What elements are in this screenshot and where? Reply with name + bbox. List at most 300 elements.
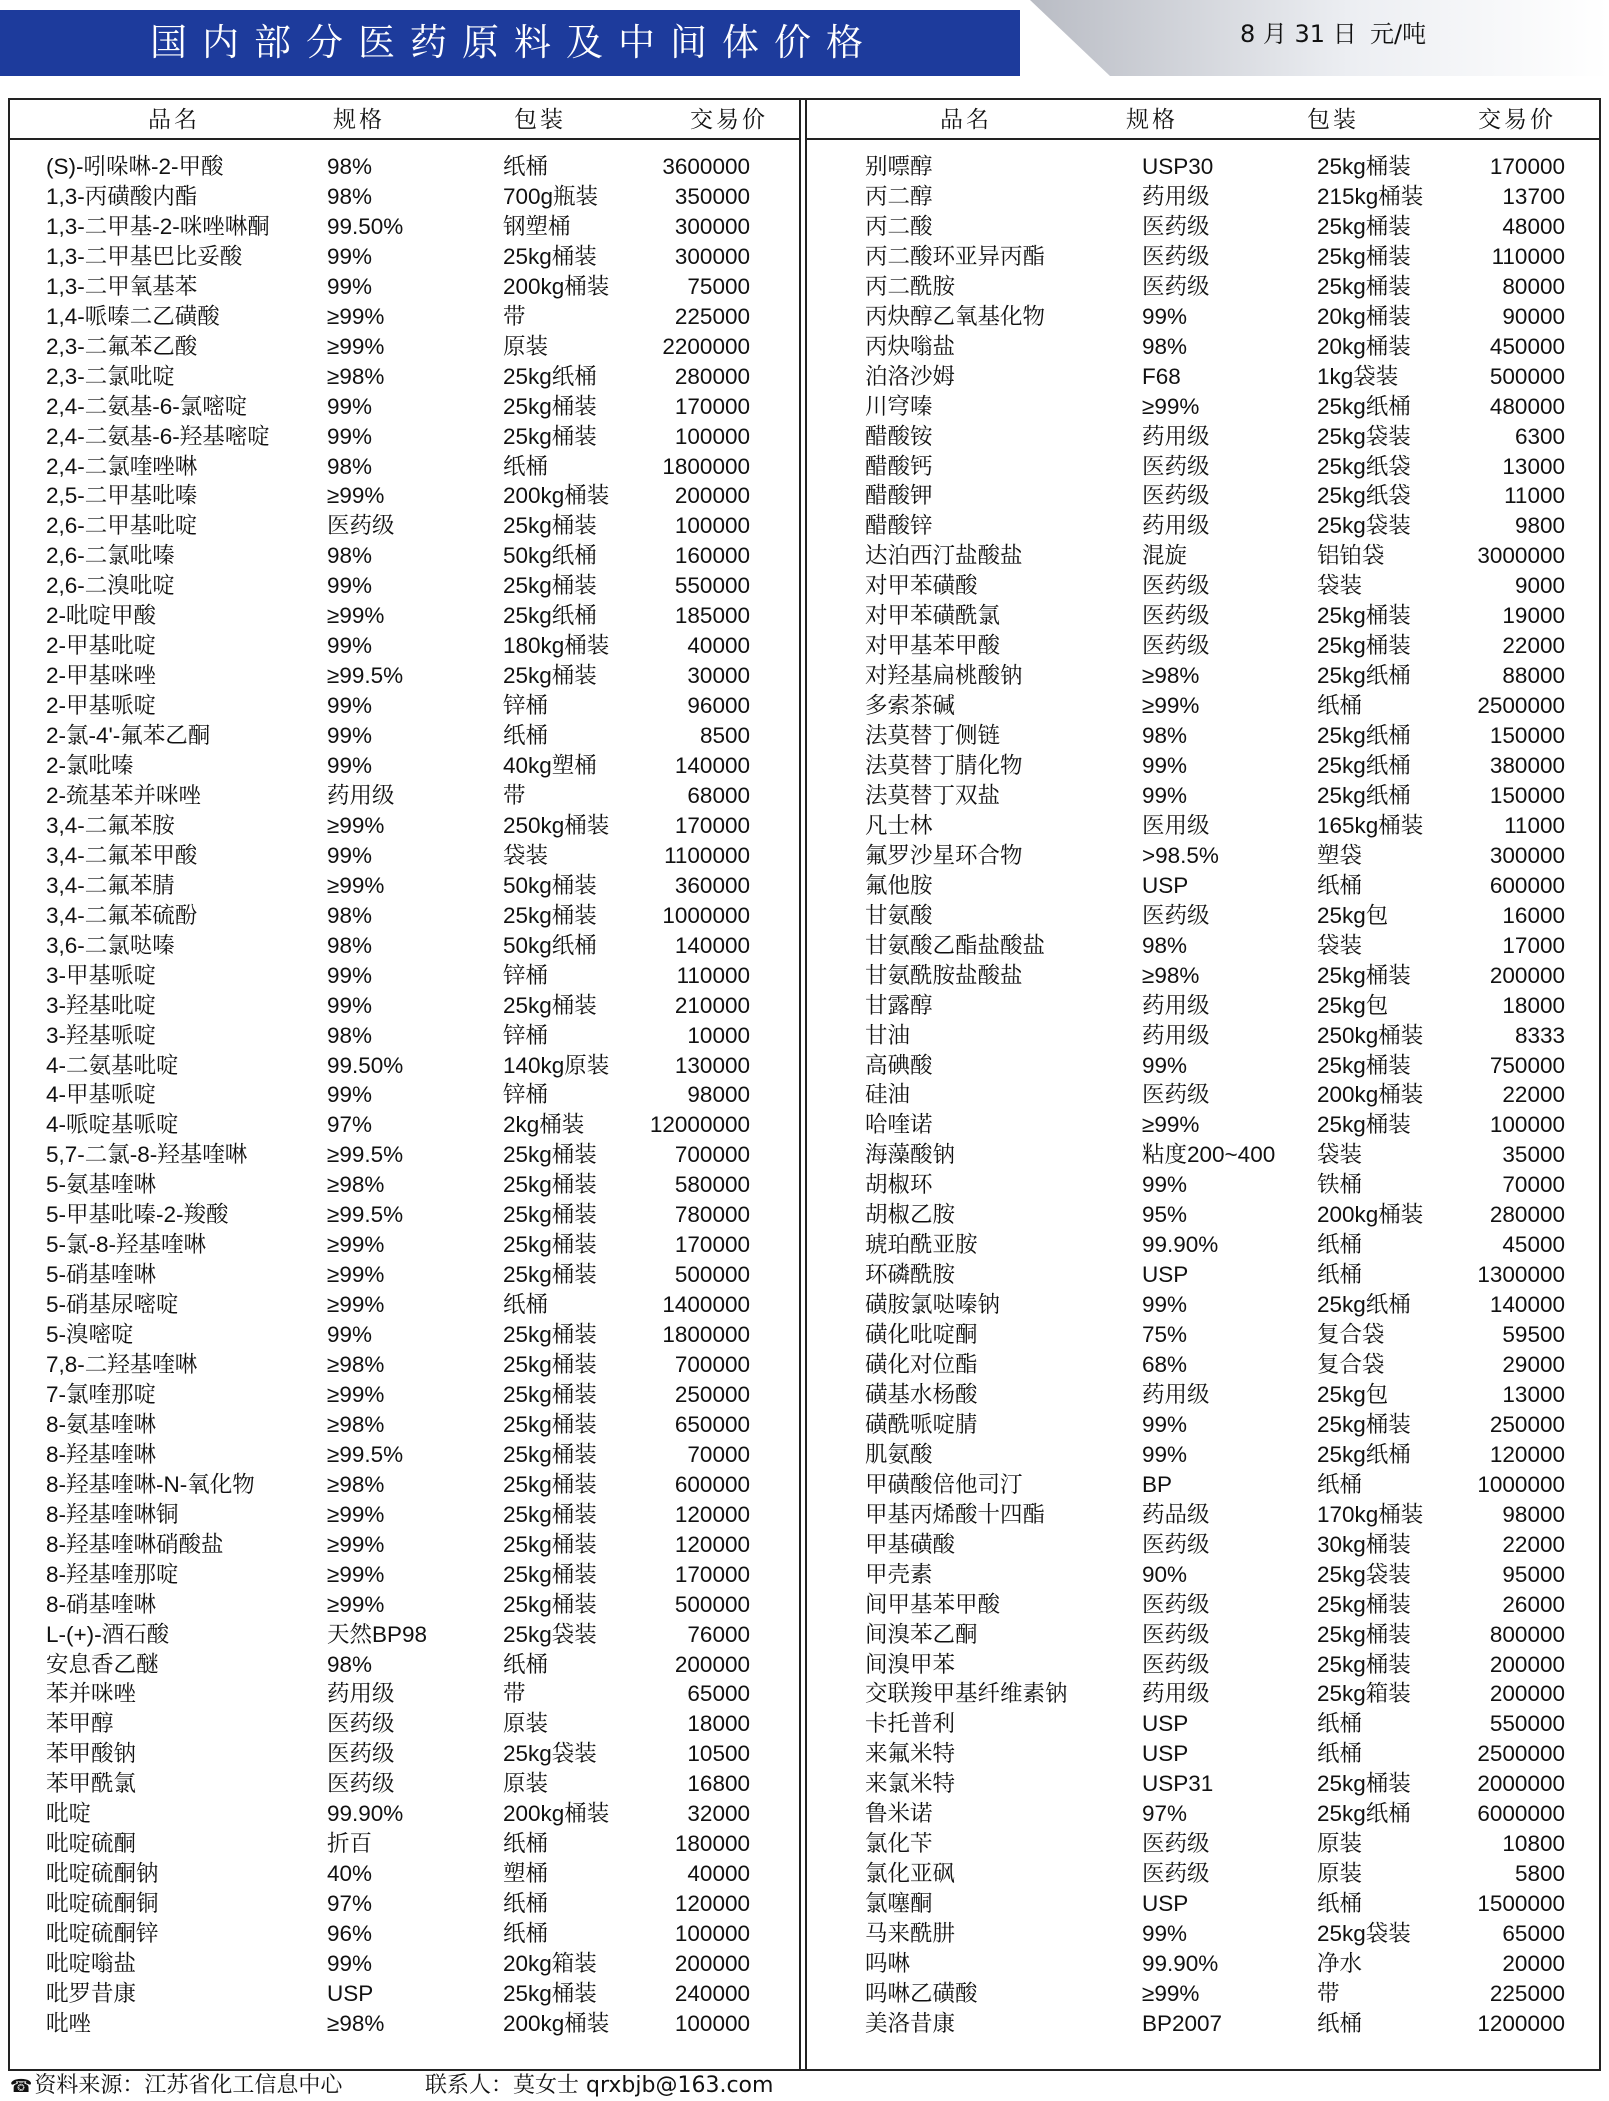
product-name: 甘氨酸乙酯盐酸盐 [865,932,1046,958]
product-name: 丙二酸环亚异丙酯 [865,243,1046,269]
product-name: 5-氯-8-羟基喹啉 [46,1232,207,1258]
product-package: 25kg纸桶 [1317,1801,1411,1827]
product-package: 钢塑桶 [503,213,571,239]
product-package: 原装 [1317,1861,1363,1887]
product-spec: 99% [1142,1052,1188,1078]
product-package: 25kg袋装 [503,1621,597,1647]
product-price: 250000 [1489,1411,1565,1437]
table-row [0,781,1609,811]
product-price: 22000 [1502,1531,1565,1557]
product-price: 450000 [1489,333,1565,359]
product-price: 22000 [1502,633,1565,659]
product-price: 150000 [1489,723,1565,749]
product-name: 吡啶嗡盐 [46,1951,137,1976]
product-spec: 99% [327,423,373,449]
product-spec: ≥99% [327,1591,385,1617]
product-package: 25kg桶装 [503,1411,597,1437]
product-name: 5-氨基喹啉 [46,1172,157,1198]
product-package: 30kg桶装 [1317,1531,1411,1557]
product-package: 带 [503,782,526,808]
product-name: 法莫替丁双盐 [865,782,1001,808]
product-spec: USP [1142,1891,1189,1917]
product-name: 磺酰哌啶腈 [865,1411,978,1437]
product-package: 25kg桶装 [503,1172,597,1198]
product-package: 纸桶 [1317,872,1363,898]
product-package: 纸桶 [1317,693,1363,719]
product-price: 13700 [1502,183,1565,209]
product-package: 20kg桶装 [1317,333,1411,359]
product-package: 25kg桶装 [503,393,597,419]
product-name: 甘油 [865,1022,911,1048]
product-package: 铝铂袋 [1317,543,1385,569]
product-package: 20kg桶装 [1317,303,1411,329]
product-price: 110000 [676,962,750,988]
product-package: 25kg袋装 [1317,1561,1411,1587]
product-name: 安息香乙醚 [46,1651,159,1677]
table-row [0,1260,1609,1290]
product-package: 25kg纸桶 [503,603,597,629]
product-spec: 医药级 [1142,1651,1210,1677]
product-price: 8500 [699,723,750,749]
product-price: 170000 [674,1561,750,1587]
product-name: 2,6-二溴吡啶 [46,573,175,599]
product-name: 间甲基苯甲酸 [865,1591,1001,1617]
table-row [0,721,1609,751]
product-price: 300000 [674,243,750,269]
product-spec: 98% [327,453,373,479]
product-price: 120000 [1489,1441,1565,1467]
product-spec: ≥99% [327,872,385,898]
product-spec: 98% [327,1022,373,1048]
product-name: 美洛昔康 [865,2010,956,2036]
product-package: 50kg桶装 [503,872,597,898]
product-package: 纸桶 [503,723,549,749]
product-name: 2,4-二氨基-6-氯嘧啶 [46,393,248,419]
product-spec: ≥99.5% [327,1202,404,1228]
product-name: 吡罗昔康 [46,1980,137,2006]
product-price: 550000 [674,573,750,599]
product-spec: ≥99% [327,1531,385,1557]
product-price: 90000 [1502,303,1565,329]
table-row [0,1739,1609,1769]
product-name: 2-氯吡嗪 [46,753,134,778]
product-price: 200000 [674,1951,750,1976]
product-package: 250kg桶装 [503,812,610,838]
product-package: 25kg桶装 [503,1980,597,2006]
product-package: 25kg桶装 [1317,1052,1411,1078]
product-spec: 99% [327,393,373,419]
product-package: 170kg桶装 [1317,1501,1424,1527]
product-price: 225000 [1489,1980,1565,2006]
product-name: 苯甲醇 [46,1711,114,1737]
product-spec: 药用级 [1142,1681,1210,1707]
product-name: 2,6-二氯吡嗪 [46,543,175,569]
product-package: 25kg桶装 [1317,962,1411,988]
phone-icon: ☎ [10,2076,33,2097]
product-price: 170000 [674,1232,750,1258]
product-package: 25kg桶装 [1317,243,1411,269]
product-spec: 医药级 [327,1711,395,1737]
table-row [0,811,1609,841]
product-package: 袋装 [1317,1142,1363,1168]
product-price: 9000 [1514,573,1565,599]
product-price: 1000000 [662,902,750,928]
product-package: 带 [503,303,526,329]
product-name: 2,4-二氨基-6-羟基嘧啶 [46,423,270,449]
product-spec: 97% [327,1891,373,1917]
product-spec: 99% [327,1951,373,1976]
product-package: 25kg桶装 [503,243,597,269]
table-row [0,1560,1609,1590]
table-row [0,1140,1609,1170]
table-row [0,871,1609,901]
product-price: 280000 [674,363,750,389]
product-spec: 医药级 [1142,243,1210,269]
product-price: 40000 [687,1861,750,1887]
product-price: 2000000 [1477,1771,1565,1797]
product-name: 1,3-二甲基-2-咪唑啉酮 [46,213,270,239]
table-row [0,1650,1609,1680]
product-spec: 99% [327,723,373,749]
product-package: 25kg桶装 [503,1381,597,1407]
product-name: 8-羟基喹啉硝酸盐 [46,1531,224,1557]
product-spec: ≥98% [1142,663,1200,689]
product-name: 泊洛沙姆 [865,363,956,389]
product-package: 锌桶 [503,1082,549,1108]
product-name: 环磷酰胺 [865,1262,956,1288]
product-name: 磺化对位酯 [865,1352,978,1377]
product-package: 带 [1317,1980,1340,2006]
product-package: 铁桶 [1317,1172,1363,1198]
product-package: 25kg桶装 [1317,1591,1411,1617]
report-date: 8 月 31 日 [1240,20,1357,48]
product-spec: 99% [327,1322,373,1348]
product-spec: 医药级 [1142,633,1210,659]
product-price: 65000 [687,1681,750,1707]
product-name: L-(+)-酒石酸 [46,1621,170,1647]
right-header-rule [807,138,1599,140]
product-name: 2-巯基苯并咪唑 [46,782,202,808]
product-price: 11000 [1504,812,1565,838]
left-header-price: 交易价 [690,107,768,133]
product-spec: 医药级 [1142,453,1210,479]
product-price: 480000 [1489,393,1565,419]
product-spec: ≥98% [327,1411,385,1437]
product-package: 25kg纸桶 [1317,782,1411,808]
product-package: 锌桶 [503,1022,549,1048]
right-header-price: 交易价 [1478,107,1556,133]
right-header-name: 品名 [940,107,992,133]
product-price: 16000 [1502,902,1565,928]
product-spec: 天然BP98 [327,1621,428,1647]
product-package: 25kg桶装 [503,1471,597,1497]
product-name: 甘露醇 [865,992,933,1018]
product-price: 170000 [674,393,750,419]
product-package: 25kg纸袋 [1317,483,1411,509]
product-package: 25kg桶装 [503,1142,597,1168]
price-unit: 元/吨 [1370,20,1427,48]
product-name: 达泊西汀盐酸盐 [865,543,1023,569]
product-spec: ≥99% [1142,693,1200,719]
product-name: 间溴苯乙酮 [865,1621,978,1647]
header-banner [0,0,1609,82]
product-spec: 99% [327,243,373,269]
product-name: 8-羟基喹啉 [46,1441,157,1467]
product-package: 25kg箱装 [1317,1681,1411,1707]
product-price: 210000 [674,992,750,1018]
product-price: 150000 [1489,782,1565,808]
product-package: 25kg包 [1317,902,1389,928]
product-name: 3-羟基哌啶 [46,1022,157,1048]
product-spec: 99% [327,633,373,659]
product-package: 纸桶 [1317,1741,1363,1767]
product-name: 丙炔嗡盐 [865,333,956,359]
table-row [0,541,1609,571]
product-name: 8-羟基喹啉-N-氧化物 [46,1471,255,1497]
product-spec: 医药级 [1142,1831,1210,1857]
product-package: 25kg桶装 [503,1501,597,1527]
product-name: 4-二氨基吡啶 [46,1052,179,1078]
product-package: 25kg纸桶 [1317,663,1411,689]
product-price: 100000 [674,2010,750,2036]
product-package: 纸桶 [1317,2010,1363,2036]
product-package: 纸桶 [503,453,549,479]
product-spec: 99% [327,842,373,868]
product-spec: 99.90% [327,1801,404,1827]
product-price: 185000 [674,603,750,629]
product-spec: 98% [327,543,373,569]
table-row [0,1709,1609,1739]
product-package: 25kg包 [1317,992,1389,1018]
product-spec: ≥98% [1142,962,1200,988]
product-spec: 68% [1142,1352,1188,1377]
product-name: 氯化苄 [865,1831,933,1857]
product-package: 25kg桶装 [503,513,597,539]
table-row [0,1500,1609,1530]
table-row [0,601,1609,631]
product-spec: USP [1142,1741,1189,1767]
table-row [0,392,1609,422]
product-spec: USP [327,1980,374,2006]
product-price: 20000 [1502,1951,1565,1976]
product-price: 280000 [1489,1202,1565,1228]
product-spec: 药用级 [1142,183,1210,209]
product-spec: ≥99% [327,1561,385,1587]
product-price: 200000 [674,1651,750,1677]
product-spec: 96% [327,1921,373,1947]
product-package: 25kg桶装 [503,1591,597,1617]
product-price: 700000 [674,1352,750,1377]
product-price: 160000 [674,543,750,569]
product-name: 8-羟基喹啉铜 [46,1501,179,1527]
product-spec: USP31 [1142,1771,1214,1797]
product-package: 165kg桶装 [1317,812,1424,838]
product-price: 29000 [1502,1352,1565,1377]
product-price: 170000 [674,812,750,838]
table-row [0,152,1609,182]
product-spec: ≥99% [327,812,385,838]
product-price: 380000 [1489,753,1565,778]
product-spec: USP [1142,1711,1189,1737]
product-name: 7,8-二羟基喹啉 [46,1352,198,1377]
table-row [0,1679,1609,1709]
table-row [0,1979,1609,2009]
table-row [0,1799,1609,1829]
product-package: 40kg塑桶 [503,753,597,778]
product-spec: 药用级 [1142,1381,1210,1407]
product-package: 25kg桶装 [1317,154,1411,179]
product-name: 苯甲酸钠 [46,1741,137,1767]
product-package: 25kg桶装 [503,1232,597,1258]
page-title: 国内部分医药原料及中间体价格 [150,21,878,64]
product-package: 25kg桶装 [503,1322,597,1348]
product-package: 180kg桶装 [503,633,610,659]
product-price: 17000 [1502,932,1565,958]
product-package: 25kg袋装 [503,1741,597,1767]
product-price: 110000 [1491,243,1565,269]
product-name: 氯噻酮 [865,1891,933,1917]
product-name: 5-甲基吡嗪-2-羧酸 [46,1202,229,1228]
product-package: 复合袋 [1317,1322,1385,1348]
product-name: 鲁米诺 [865,1801,933,1827]
product-spec: ≥99% [327,333,385,359]
product-spec: USP [1142,872,1189,898]
product-package: 200kg桶装 [1317,1202,1424,1228]
product-spec: 99% [1142,753,1188,778]
product-name: 吡啶硫酮钠 [46,1861,159,1887]
product-spec: 药用级 [327,1681,395,1707]
product-name: 交联羧甲基纤维素钠 [865,1681,1068,1707]
table-row [0,1949,1609,1979]
product-price: 13000 [1502,453,1565,479]
product-spec: 95% [1142,1202,1188,1228]
product-spec: ≥98% [327,1471,385,1497]
product-price: 65000 [1502,1921,1565,1947]
table-row [0,2009,1609,2039]
product-price: 13000 [1502,1381,1565,1407]
table-row [0,661,1609,691]
product-spec: BP [1142,1471,1173,1497]
product-price: 22000 [1502,1082,1565,1108]
table-row [0,1051,1609,1081]
product-spec: ≥99.5% [327,1142,404,1168]
product-spec: ≥98% [327,363,385,389]
product-spec: ≥99% [1142,1980,1200,2006]
product-name: 苯甲酰氯 [46,1771,137,1797]
product-price: 70000 [1502,1172,1565,1198]
table-row [0,901,1609,931]
product-price: 360000 [674,872,750,898]
product-spec: 医药级 [327,513,395,539]
product-spec: 99% [1142,1172,1188,1198]
product-package: 25kg桶装 [1317,1621,1411,1647]
product-name: 8-硝基喹啉 [46,1591,157,1617]
left-header-name: 品名 [148,107,200,133]
product-name: 磺胺氯哒嗪钠 [865,1292,1001,1318]
product-name: 2,3-二氟苯乙酸 [46,333,198,359]
product-spec: 99% [327,962,373,988]
product-spec: ≥99.5% [327,663,404,689]
product-spec: 医药级 [1142,213,1210,239]
right-header-package: 包装 [1307,107,1359,133]
table-row [0,1470,1609,1500]
product-price: 130000 [674,1052,750,1078]
product-package: 25kg桶装 [503,1531,597,1557]
product-price: 100000 [674,423,750,449]
product-package: 25kg桶装 [1317,603,1411,629]
product-price: 98000 [687,1082,750,1108]
product-spec: 98% [327,183,373,209]
product-price: 780000 [674,1202,750,1228]
product-name: 2-甲基哌啶 [46,693,157,719]
product-name: 吡啶硫酮 [46,1831,137,1857]
product-spec: 99.90% [1142,1951,1219,1976]
product-name: 法莫替丁腈化物 [865,753,1023,778]
product-package: 25kg桶装 [503,1262,597,1288]
product-package: 袋装 [503,842,549,868]
product-price: 12000000 [649,1112,750,1138]
product-name: 甲基磺酸 [865,1531,956,1557]
product-package: 25kg袋装 [1317,513,1411,539]
product-package: 25kg纸桶 [1317,723,1411,749]
product-name: 对甲苯磺酸 [865,573,978,599]
product-price: 19000 [1502,603,1565,629]
product-price: 1300000 [1477,1262,1565,1288]
table-row [0,1350,1609,1380]
product-spec: 98% [327,154,373,179]
table-row [0,841,1609,871]
product-price: 40000 [687,633,750,659]
product-spec: 99% [1142,1292,1188,1318]
left-header-spec: 规格 [333,107,385,133]
product-price: 500000 [1489,363,1565,389]
product-price: 45000 [1502,1232,1565,1258]
product-price: 120000 [674,1501,750,1527]
product-price: 1000000 [1477,1471,1565,1497]
product-package: 带 [503,1681,526,1707]
product-price: 18000 [687,1711,750,1737]
product-name: 多索茶碱 [865,693,956,719]
product-name: 肌氨酸 [865,1441,933,1467]
product-package: 袋装 [1317,573,1363,599]
product-price: 30000 [687,663,750,689]
product-price: 200000 [1489,1681,1565,1707]
product-name: 5-硝基尿嘧啶 [46,1292,179,1318]
product-price: 16800 [687,1771,750,1797]
product-price: 350000 [674,183,750,209]
product-name: 丙二酸 [865,213,933,239]
product-spec: 99.50% [327,213,404,239]
product-name: 氟他胺 [865,872,933,898]
product-name: 法莫替丁侧链 [865,723,1001,749]
product-price: 10500 [687,1741,750,1767]
product-name: 来氯米特 [865,1771,956,1797]
product-spec: ≥99% [1142,393,1200,419]
product-package: 纸桶 [1317,1232,1363,1258]
product-package: 25kg袋装 [1317,1921,1411,1947]
product-package: 25kg纸袋 [1317,453,1411,479]
product-price: 32000 [687,1801,750,1827]
product-name: 1,3-二甲基巴比妥酸 [46,243,243,269]
product-price: 88000 [1502,663,1565,689]
product-price: 10000 [687,1022,750,1048]
product-package: 袋装 [1317,932,1363,958]
table-row [0,991,1609,1021]
product-name: 丙二醇 [865,183,933,209]
product-name: 4-甲基哌啶 [46,1082,157,1108]
product-spec: ≥99% [327,1232,385,1258]
product-package: 25kg桶装 [503,992,597,1018]
